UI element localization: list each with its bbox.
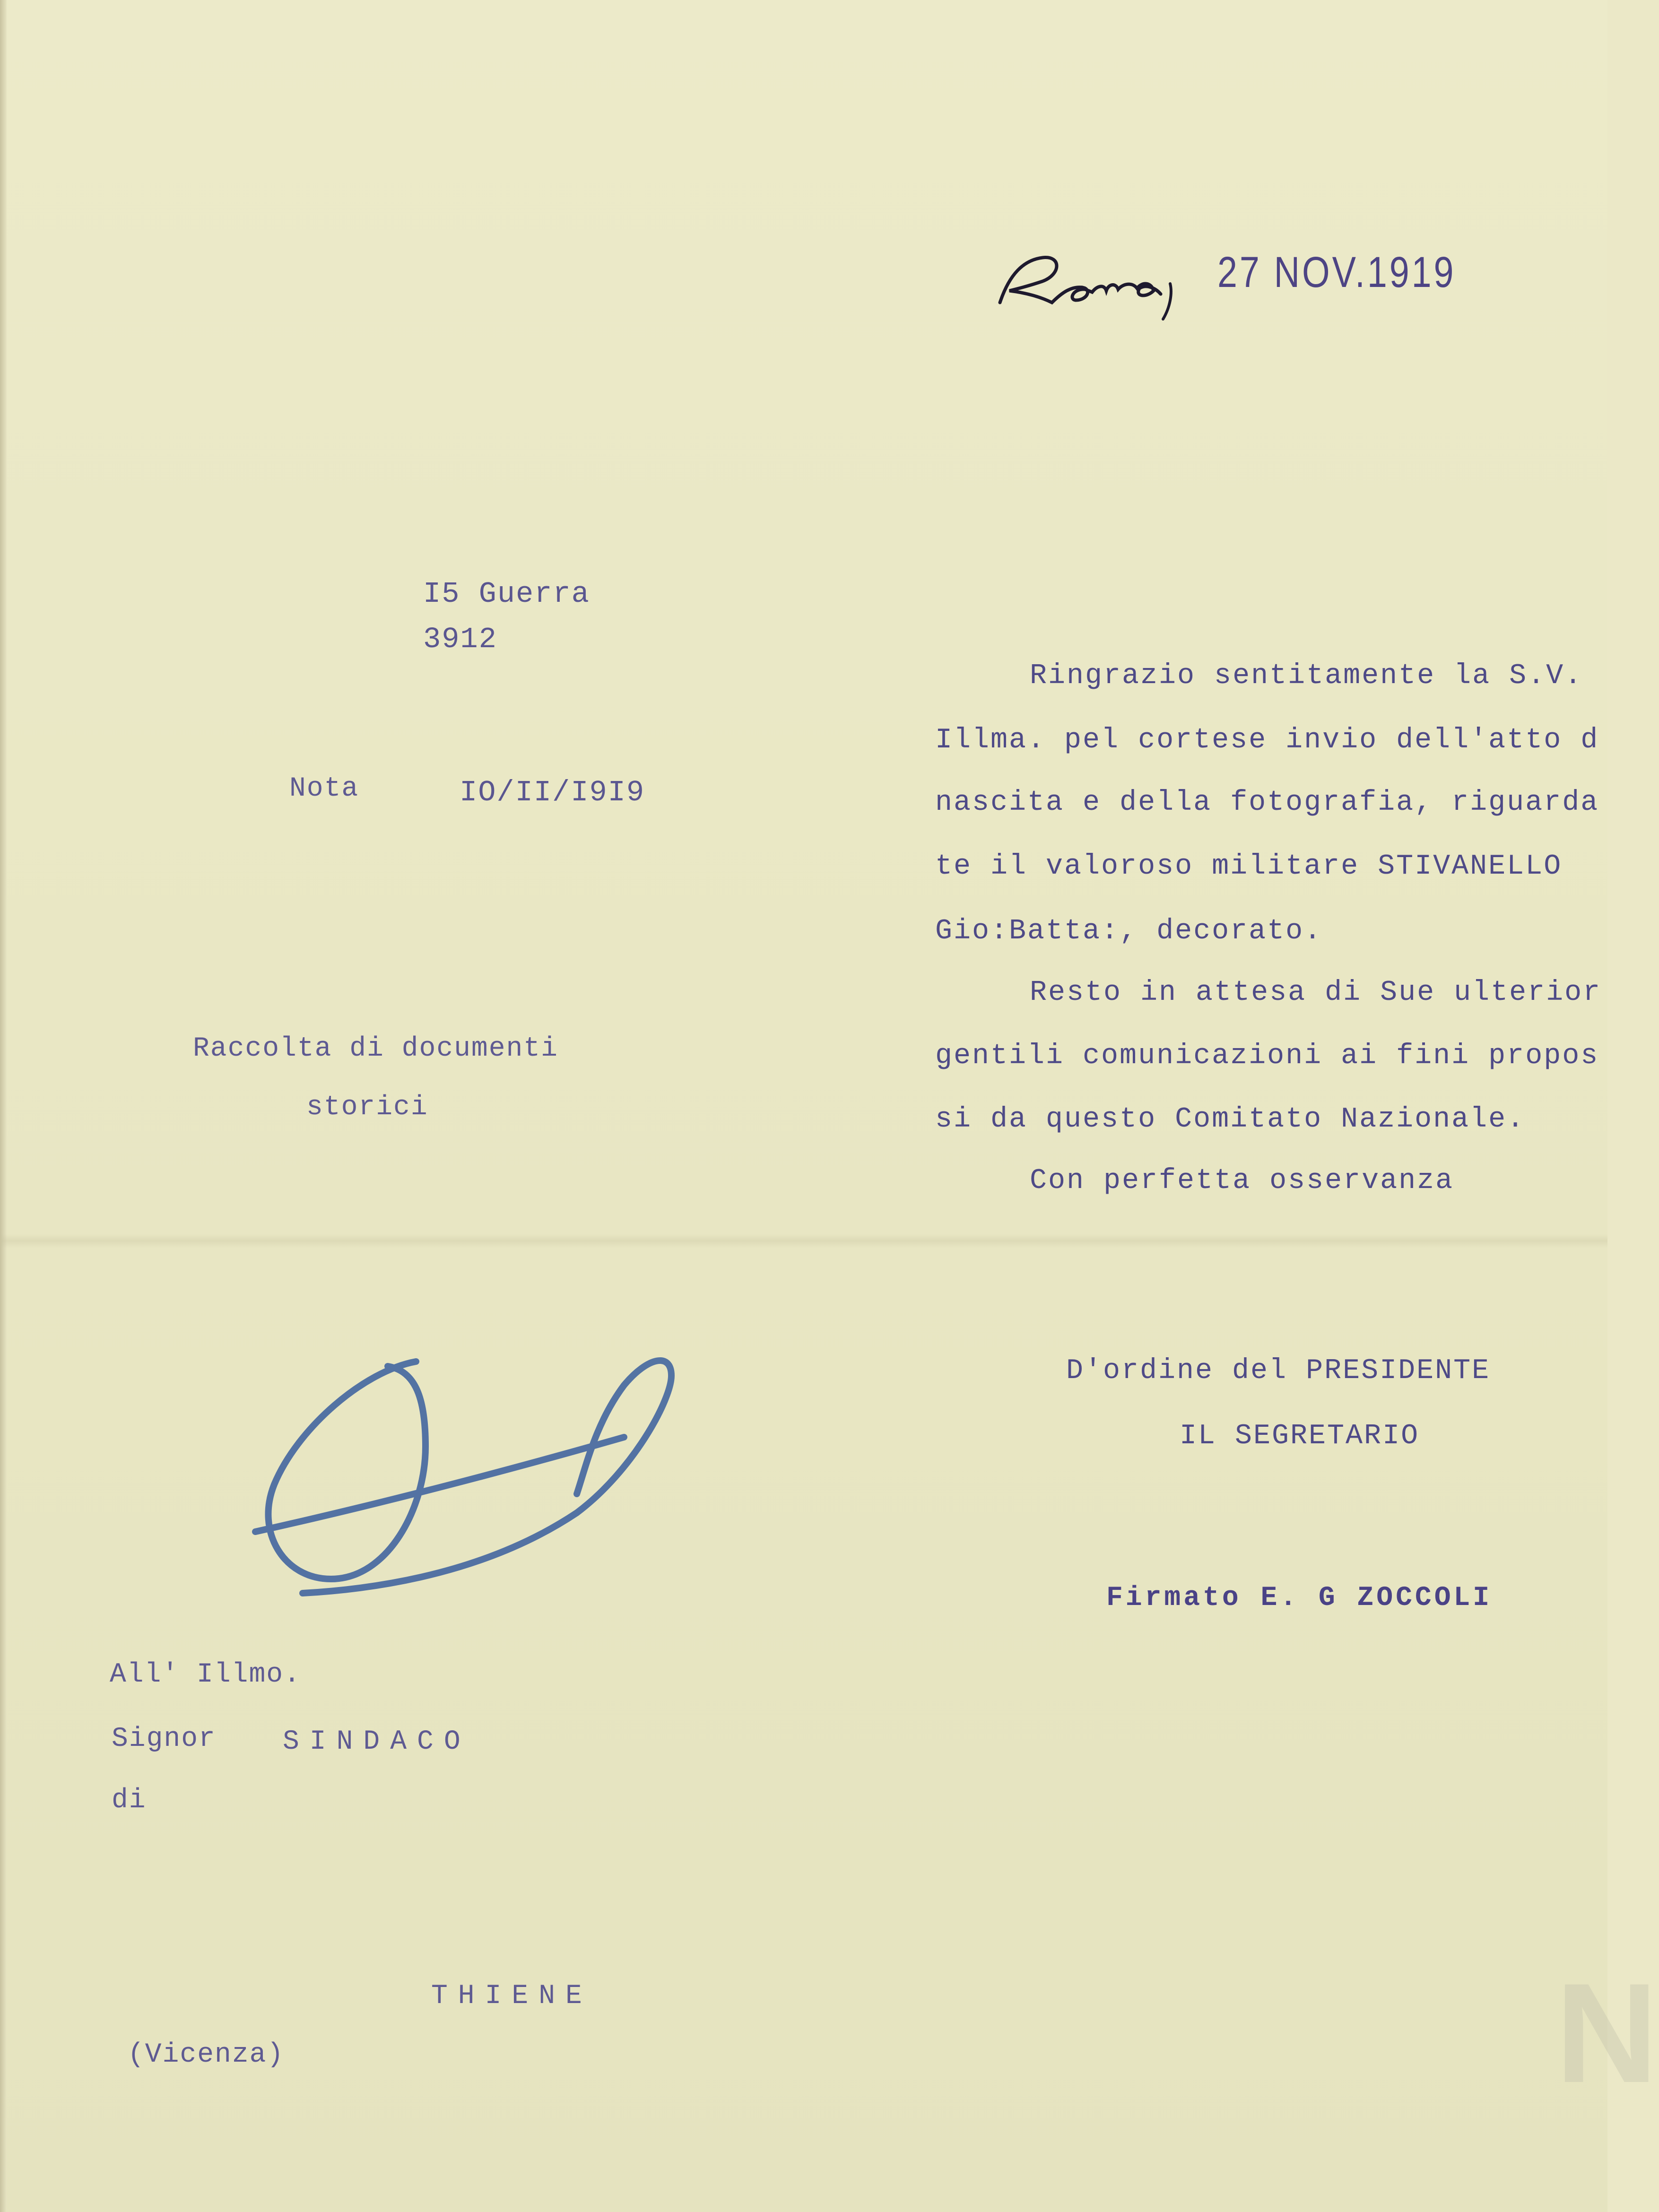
body-line: nascita e della fotografia, riguarda: [935, 787, 1599, 819]
body-line: Ringrazio sentitamente la S.V.: [1030, 660, 1583, 692]
margin-letter: N: [1555, 1953, 1659, 2112]
body-line: Con perfetta osservanza: [1030, 1165, 1454, 1197]
handwritten-place: [990, 236, 1199, 321]
body-line: Gio:Batta:, decorato.: [935, 915, 1323, 947]
pencil-signature-mark-icon: [246, 1343, 700, 1607]
subject-line-2: storici: [306, 1092, 428, 1123]
addressee-title: Signor: [112, 1724, 216, 1754]
subject-line-1: Raccolta di documenti: [193, 1033, 558, 1064]
reference-line-2: 3912: [423, 623, 497, 656]
body-line: gentili comunicazioni ai fini propos: [935, 1040, 1599, 1072]
date-stamp: 27 NOV.1919: [1217, 248, 1456, 296]
body-line: si da questo Comitato Nazionale.: [935, 1103, 1526, 1136]
addressee-office: SINDACO: [283, 1726, 471, 1757]
body-line: Resto in attesa di Sue ulterior: [1030, 977, 1602, 1009]
addressee-line-3: di: [112, 1785, 147, 1816]
paper-edge: [0, 0, 7, 2212]
addressee-province: (Vicenza): [128, 2039, 285, 2070]
nota-label: Nota: [289, 773, 359, 804]
body-line: Illma. pel cortese invio dell'atto d: [935, 724, 1599, 756]
paper-fold: [0, 1234, 1607, 1248]
nota-value: IO/II/I9I9: [460, 776, 645, 809]
closing-line-2: IL SEGRETARIO: [1180, 1420, 1420, 1452]
signature-stamp: Firmato E. G ZOCCOLI: [1106, 1583, 1493, 1613]
reference-line-1: I5 Guerra: [423, 577, 590, 611]
addressee-city: THIENE: [431, 1981, 592, 2012]
addressee-line-1: All' Illmo.: [110, 1659, 301, 1690]
closing-line-1: D'ordine del PRESIDENTE: [1066, 1355, 1491, 1387]
body-line: te il valoroso militare STIVANELLO: [935, 850, 1563, 883]
